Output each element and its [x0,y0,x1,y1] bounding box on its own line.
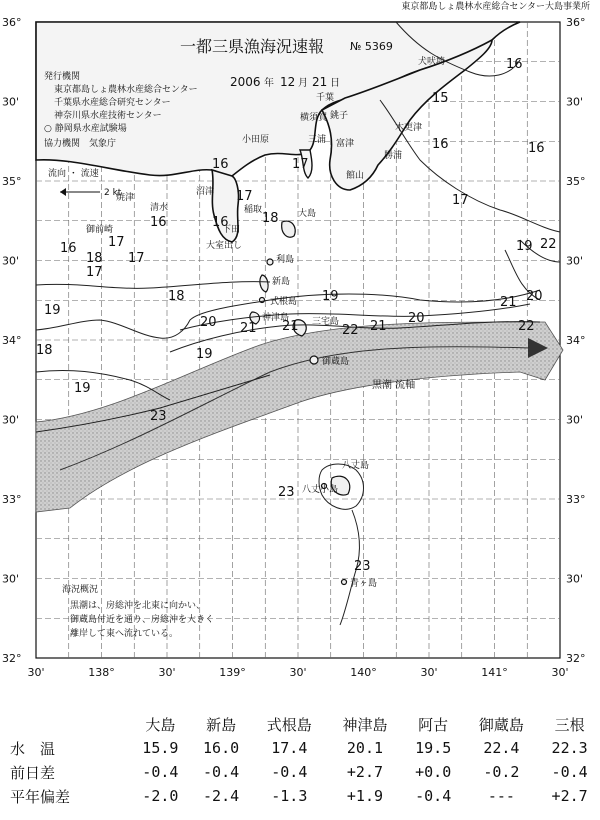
place-label: 御前崎 [86,225,114,235]
lat-tick-label: 30' [2,413,20,427]
isotherm-label: 21 [370,319,387,334]
table-cell: -1.3 [271,787,308,805]
table-cell: -0.4 [415,787,452,805]
table-cell: -2.4 [203,787,240,805]
island-toshima [267,259,273,265]
isotherm-label: 23 [354,559,371,574]
flow-legend-arrow-head [60,188,66,196]
isotherm-label: 20 [526,289,543,304]
lon-tick-label: 30' [289,666,307,679]
table-cell: -0.4 [142,763,179,781]
flow-legend-label: 流向 ・ 流速 [48,169,99,179]
table-row [0,784,600,808]
lon-tick-label: 138° [88,666,115,679]
place-label: 銚子 [330,111,349,121]
table-cell: 22.4 [483,739,520,757]
table-cell: -0.4 [271,763,308,781]
table-header-row [0,712,600,736]
isotherm-label: 16 [432,137,449,152]
station-header: 大島 [145,715,176,734]
place-label: 犬吠埼 [418,57,446,67]
lat-tick-label: 30' [566,254,584,268]
lat-tick-label: 30' [2,254,20,268]
isotherm-label: 19 [516,239,533,254]
lat-tick-label: 30' [566,413,584,427]
table-cell: +1.9 [346,787,384,805]
island-aogashima [342,580,347,585]
notes-line: 御蔵島付近を通り、房総沖を大きく [70,615,215,625]
table-cell: 20.1 [346,739,384,757]
lon-tick-label: 30' [551,666,569,679]
station-header: 三根 [554,715,585,734]
lat-tick-label: 34° [566,334,586,347]
lon-tick-label: 140° [350,666,377,679]
table-cell: 16.0 [203,739,240,757]
row-label: 平年偏差 [10,787,71,806]
date-day-unit: 日 [330,78,340,89]
lat-tick-label: 35° [566,175,586,188]
isotherm-label: 17 [236,189,253,204]
date-month: 12 [280,75,296,89]
place-label: 三浦 [308,135,327,145]
issuer-heading: 発行機関 [44,72,81,82]
water-temperature-table [0,712,600,808]
notes-heading: 海況概況 [62,585,99,595]
isotherm-label: 22 [342,323,359,338]
isotherm-label: 16 [212,215,229,230]
table-row [0,760,600,784]
isotherm-label: 17 [292,157,309,172]
lat-tick-label: 33° [566,493,586,506]
place-label: 式根島 [270,297,298,307]
isotherm-label: 18 [86,251,103,266]
isotherm-label: 18 [262,211,279,226]
table-corner [0,712,130,736]
lat-tick-label: 36° [2,16,22,29]
isotherm-label: 19 [74,381,91,396]
place-label: 富津 [336,139,355,149]
lat-tick-label: 35° [2,175,22,188]
lat-tick-label: 33° [2,493,22,506]
station-header: 阿古 [418,715,449,734]
isotherm-label: 19 [196,347,213,362]
place-label: 八丈島 [342,461,370,471]
isotherm-label: 16 [60,241,77,256]
table-cell: +2.7 [551,787,588,805]
place-label: 館山 [346,171,365,181]
station-header: 式根島 [266,715,312,734]
table-cell: 19.5 [415,739,452,757]
isotherm-label: 15 [432,91,449,106]
lat-axis-right [566,16,586,665]
isotherm-label: 17 [108,235,125,250]
table-cell: -0.4 [551,763,588,781]
place-label: 新島 [272,277,291,287]
table-cell: 15.9 [142,739,179,757]
isotherm-label: 17 [128,251,145,266]
lat-tick-label: 30' [566,572,584,586]
place-label: 利島 [276,255,295,265]
table-cell: 17.4 [271,739,308,757]
date-year-unit: 年 [264,78,274,89]
coop-label: 協力機関 気象庁 [44,139,117,149]
place-label: 八丈小島 [302,485,339,495]
kuroshio-label: 黒潮 流軸 [372,380,416,391]
report-number: № 5369 [350,40,393,53]
isotherm-label: 20 [200,315,217,330]
place-label: 千葉 [316,93,335,103]
isotherm-label: 23 [278,485,295,500]
isotherm-label: 21 [240,321,257,336]
issuer-line: 東京都島しょ農林水産総合センター [54,85,198,95]
lat-tick-label: 30' [2,95,20,109]
date-day: 21 [312,75,328,89]
isotherm-label: 21 [500,295,517,310]
lat-tick-label: 32° [566,652,586,665]
isotherm-label: 19 [322,289,339,304]
isotherm-label: 22 [518,319,535,334]
place-label: 稲取 [244,205,263,215]
isotherm-label: 16 [212,157,229,172]
table-cell: -0.2 [483,763,520,781]
table-row [0,736,600,760]
lat-tick-label: 32° [2,652,22,665]
isotherm-label: 18 [168,289,185,304]
row-label: 水 温 [10,739,56,758]
lat-tick-label: 34° [2,334,22,347]
place-label: 焼津 [116,193,135,203]
table-cell: -2.0 [142,787,179,805]
island-mikurajima [310,356,318,364]
lat-tick-label: 36° [566,16,586,29]
isotherm-label: 22 [540,237,557,252]
issuer-line: ○ 静岡県水産試験場 [44,124,127,134]
station-header: 新島 [206,715,237,734]
isotherm-label: 21 [282,319,299,334]
place-label: 三宅島 [312,317,340,327]
report-date [230,75,340,89]
flow-legend-speed: 2 kt [104,188,122,198]
lon-tick-label: 30' [420,666,438,679]
place-label: 大島 [298,209,317,219]
issuer-line: 神奈川県水産技術センター [54,111,162,121]
station-header: 御蔵島 [478,715,524,734]
lon-tick-label: 30' [27,666,45,679]
place-label: 勝浦 [384,151,403,161]
place-label: 横須賀 [300,113,328,123]
place-label: 沼津 [196,187,215,197]
place-label: 青ヶ島 [350,579,378,589]
place-label: 神津島 [262,313,290,323]
lat-tick-label: 30' [566,95,584,109]
isotherm-label: 17 [86,265,103,280]
place-label: 下田 [222,225,241,235]
table-cell: +2.7 [346,763,384,781]
table-cell: 22.3 [551,739,588,757]
island-oshima [282,221,296,237]
isotherm-label: 18 [36,343,53,358]
place-label: 大室出し [206,241,243,251]
date-year: 2006 [230,75,261,89]
isotherm-label: 16 [528,141,545,156]
isotherm-label: 19 [44,303,61,318]
org-top-label: 東京都島しょ農林水産総合センター大島事業所 [401,2,590,12]
isotherm-label: 16 [506,57,523,72]
kuroshio-band [36,322,563,512]
map-title: 一都三県漁海況速報 [180,37,325,56]
place-label: 御蔵島 [322,357,350,367]
lon-tick-label: 30' [158,666,176,679]
date-month-unit: 月 [298,78,308,89]
table-cell: --- [487,787,515,805]
lon-axis-bottom [27,666,568,679]
notes-line: 離岸して東へ流れている。 [70,629,179,639]
lat-axis-left [2,16,22,665]
station-header: 神津島 [342,715,388,734]
isotherm-label: 20 [408,311,425,326]
notes-line: 黒潮は、房総沖を北東に向かい、 [70,601,206,611]
table-cell: +0.0 [415,763,452,781]
isotherm-label: 23 [150,409,167,424]
place-label: 木更津 [395,123,423,133]
isotherm-label: 16 [150,215,167,230]
island-niijima [260,275,268,292]
lat-tick-label: 30' [2,572,20,586]
issuer-line: 千葉県水産総合研究センター [54,98,171,108]
lon-tick-label: 141° [481,666,508,679]
place-label: 小田原 [242,135,270,145]
lon-tick-label: 139° [219,666,246,679]
sea-condition-notes [62,583,214,639]
table-cell: -0.4 [203,763,240,781]
place-label: 清水 [150,203,169,213]
row-label: 前日差 [10,763,56,782]
isotherm-label: 17 [452,193,469,208]
